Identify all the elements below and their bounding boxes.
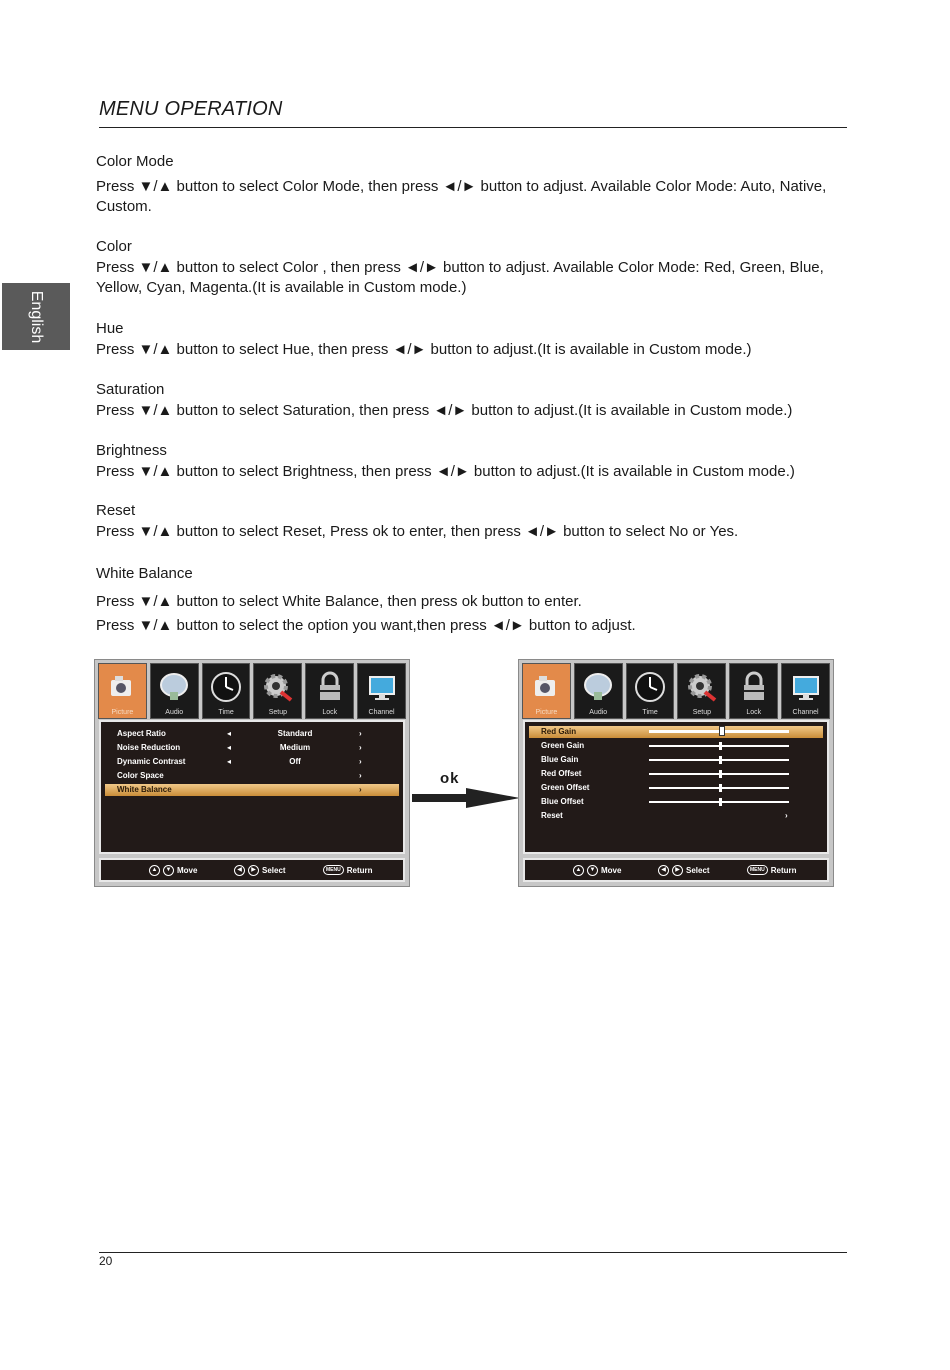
tab-lock[interactable] — [305, 663, 354, 719]
section-body: Press ▼/▲ button to select Brightness, then press ◄/► button to adjust.(It is available in Custom mode.) — [96, 462, 795, 480]
legend-move-label: Move — [601, 866, 622, 875]
legend-select-label: Select — [686, 866, 710, 875]
tab-time[interactable] — [202, 663, 251, 719]
option-label: Red Gain — [541, 727, 577, 736]
menu-tabs — [522, 663, 830, 719]
page-title: MENU OPERATION — [99, 98, 283, 120]
section-heading: Color Mode — [96, 153, 174, 170]
tab-label: Setup — [692, 709, 712, 716]
option-label: Noise Reduction — [117, 743, 181, 752]
menu-row-blue-gain[interactable] — [529, 754, 823, 766]
section-heading: Saturation — [96, 381, 165, 398]
menu-key-icon: MENU — [747, 865, 768, 875]
option-label: Green Gain — [541, 741, 585, 750]
menu-row-blue-offset[interactable] — [529, 796, 823, 808]
white-balance-heading: White Balance — [96, 565, 193, 582]
speaker-icon — [581, 670, 615, 704]
language-tab — [2, 283, 70, 350]
screen-footer-legend — [523, 858, 829, 882]
gear-icon — [261, 670, 295, 704]
legend-select-label: Select — [262, 866, 286, 875]
menu-row-red-offset[interactable] — [529, 768, 823, 780]
white-balance-panel — [523, 720, 829, 854]
blue-gain-slider[interactable] — [649, 759, 789, 761]
gear-icon — [685, 670, 719, 704]
section-heading: Color — [96, 238, 132, 255]
tab-audio[interactable] — [574, 663, 623, 719]
section-body: Press ▼/▲ button to select Color , then press ◄/► button to adjust. Available Color Mode: Red, Green, Blue, Yellow, Cyan, Magenta.(It is available in Custom mode.) — [96, 258, 824, 296]
blue-offset-slider[interactable] — [649, 801, 789, 803]
option-label: Blue Gain — [541, 755, 579, 764]
left-icon: ◀ — [658, 865, 669, 876]
arrow-right-icon[interactable]: › — [359, 729, 362, 738]
tab-time[interactable] — [626, 663, 675, 719]
tab-label: Lock — [322, 709, 338, 716]
menu-row-aspect-ratio[interactable] — [105, 728, 399, 740]
lock-icon — [737, 670, 771, 704]
section-body: Press ▼/▲ button to select Saturation, then press ◄/► button to adjust.(It is available in Custom mode.) — [96, 401, 793, 419]
section-heading: Brightness — [96, 442, 167, 459]
red-offset-slider[interactable] — [649, 773, 789, 775]
down-icon: ▼ — [587, 865, 598, 876]
white-balance-screen — [518, 659, 834, 887]
slider-knob[interactable] — [719, 756, 722, 764]
tab-channel[interactable] — [781, 663, 830, 719]
option-label: Red Offset — [541, 769, 582, 778]
legend-move — [573, 865, 621, 876]
menu-row-red-gain[interactable] — [529, 726, 823, 738]
tab-label: Picture — [535, 709, 558, 716]
menu-tabs — [98, 663, 406, 719]
tab-picture[interactable] — [98, 663, 147, 719]
section-body: Press ▼/▲ button to select Reset, Press ok to enter, then press ◄/► button to select No or Yes. — [96, 522, 739, 540]
clock-icon — [209, 670, 243, 704]
tab-label: Lock — [746, 709, 762, 716]
menu-row-green-offset[interactable] — [529, 782, 823, 794]
camera-icon — [529, 670, 563, 704]
title-rule — [99, 127, 847, 128]
section-heading: Hue — [96, 320, 124, 337]
section-saturation — [96, 380, 856, 421]
tab-label: Time — [642, 709, 658, 716]
tv-icon — [789, 670, 823, 704]
clock-icon — [633, 670, 667, 704]
picture-options-panel — [99, 720, 405, 854]
section-heading: Reset — [96, 502, 136, 519]
section-color — [96, 237, 856, 299]
tab-picture[interactable] — [522, 663, 571, 719]
red-gain-slider[interactable] — [649, 730, 789, 733]
left-icon: ◀ — [234, 865, 245, 876]
lock-icon — [313, 670, 347, 704]
right-icon: ▶ — [672, 865, 683, 876]
section-color-mode — [96, 152, 856, 218]
arrow-right-icon[interactable]: › — [359, 785, 362, 794]
arrow-right-icon[interactable]: › — [359, 771, 362, 780]
footer-rule — [99, 1252, 847, 1253]
legend-return — [747, 865, 797, 875]
option-label: Aspect Ratio — [117, 729, 166, 738]
section-hue — [96, 319, 856, 360]
legend-select — [658, 865, 710, 876]
option-label: Reset — [541, 811, 563, 820]
picture-menu-screen — [94, 659, 410, 887]
section-reset — [96, 501, 856, 542]
option-label: White Balance — [117, 785, 172, 794]
tv-icon — [365, 670, 399, 704]
tab-label: Setup — [268, 709, 288, 716]
white-balance-line2: Press ▼/▲ button to select the option you want,then press ◄/► button to adjust. — [96, 617, 636, 634]
tab-lock[interactable] — [729, 663, 778, 719]
tab-channel[interactable] — [357, 663, 406, 719]
arrow-left-icon[interactable]: ◂ — [227, 743, 232, 752]
slider-knob[interactable] — [719, 770, 722, 778]
legend-return — [323, 865, 373, 875]
camera-icon — [105, 670, 139, 704]
legend-return-label: Return — [770, 865, 797, 875]
menu-row-noise-reduction[interactable] — [105, 742, 399, 754]
tab-label: Audio — [165, 709, 184, 716]
menu-row-reset[interactable] — [529, 810, 823, 822]
tab-label: Picture — [111, 709, 134, 716]
up-icon: ▲ — [573, 865, 584, 876]
menu-row-white-balance[interactable] — [105, 784, 399, 796]
right-arrow-icon — [412, 788, 522, 810]
right-icon: ▶ — [248, 865, 259, 876]
tab-label: Time — [218, 709, 234, 716]
language-tab-label: English — [28, 290, 45, 343]
slider-knob[interactable] — [719, 798, 722, 806]
option-value: Standard — [277, 729, 313, 738]
option-label: Green Offset — [541, 783, 590, 792]
legend-return-label: Return — [346, 865, 373, 875]
tab-setup[interactable] — [677, 663, 726, 719]
white-balance-line1: Press ▼/▲ button to select White Balance, then press ok button to enter. — [96, 593, 582, 610]
green-offset-slider[interactable] — [649, 787, 789, 789]
transition-ok-label: ok — [440, 770, 460, 787]
arrow-right-icon[interactable]: › — [359, 743, 362, 752]
legend-select — [234, 865, 286, 876]
section-body: Press ▼/▲ button to select Hue, then press ◄/► button to adjust.(It is available in Custom mode.) — [96, 340, 752, 358]
arrow-left-icon[interactable]: ◂ — [227, 729, 232, 738]
legend-move — [149, 865, 197, 876]
tab-label: Audio — [589, 709, 608, 716]
screen-footer-legend — [99, 858, 405, 882]
down-icon: ▼ — [163, 865, 174, 876]
section-brightness — [96, 441, 856, 482]
tab-setup[interactable] — [253, 663, 302, 719]
menu-key-icon: MENU — [323, 865, 344, 875]
arrow-right-icon[interactable]: › — [359, 757, 362, 766]
section-body: Press ▼/▲ button to select Color Mode, then press ◄/► button to adjust. Available Color Mode: Auto, Native, Custom. — [96, 177, 827, 215]
page-number: 20 — [99, 1254, 113, 1268]
tab-audio[interactable] — [150, 663, 199, 719]
slider-knob[interactable] — [719, 784, 722, 792]
tab-label: Channel — [368, 709, 395, 716]
option-value: Off — [289, 757, 301, 766]
up-icon: ▲ — [149, 865, 160, 876]
tab-label: Channel — [792, 709, 819, 716]
legend-move-label: Move — [177, 866, 198, 875]
menu-row-green-gain[interactable] — [529, 740, 823, 752]
speaker-icon — [157, 670, 191, 704]
green-gain-slider[interactable] — [649, 745, 789, 747]
arrow-right-icon[interactable]: › — [785, 811, 788, 820]
menu-row-color-space[interactable] — [105, 770, 399, 782]
arrow-left-icon[interactable]: ◂ — [227, 757, 232, 766]
option-label: Color Space — [117, 771, 164, 780]
option-label: Dynamic Contrast — [117, 757, 186, 766]
option-value: Medium — [279, 743, 311, 752]
menu-row-dynamic-contrast[interactable] — [105, 756, 399, 768]
option-label: Blue Offset — [541, 797, 584, 806]
slider-knob[interactable] — [719, 742, 722, 750]
slider-knob[interactable] — [719, 726, 725, 736]
